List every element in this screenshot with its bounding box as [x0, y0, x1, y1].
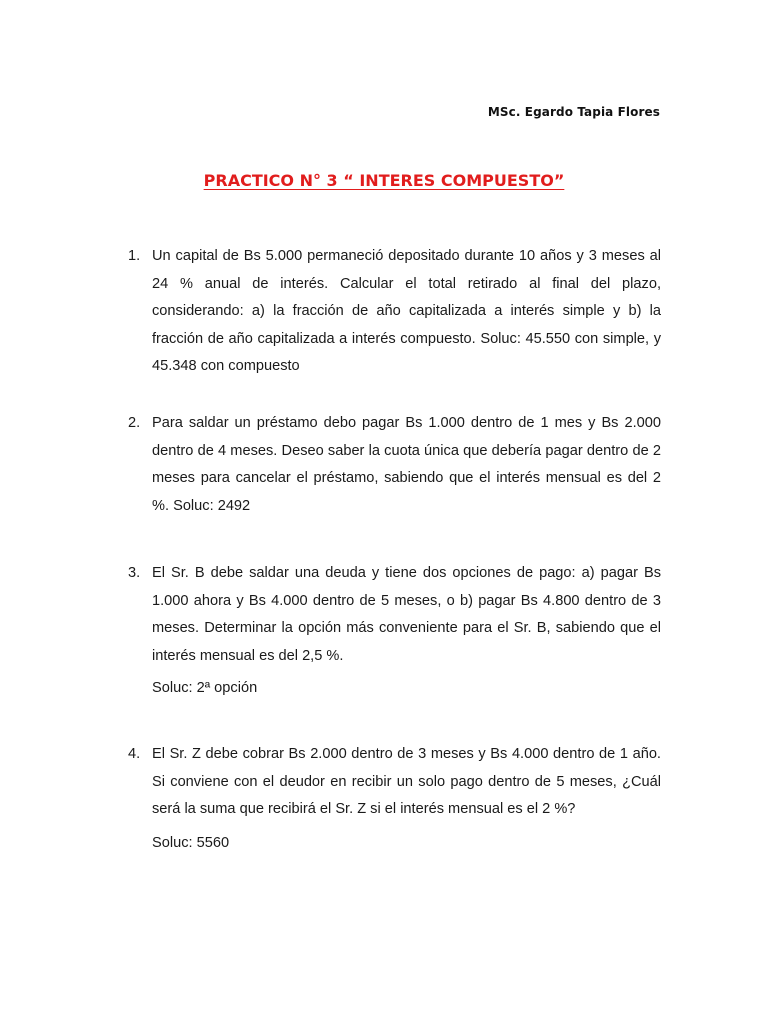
problem-4-solution: Soluc: 5560	[152, 835, 230, 851]
problem-3	[128, 560, 661, 670]
problem-text: El Sr. B debe saldar una deuda y tiene dos opciones de pago: a) pagar Bs 1.000 ahora y Bs 4.000 dentro de 5 meses, o b) pagar Bs 4.800 dentro de 3 meses. Determinar la opción más conveniente para el Sr. B, sabiendo que el interés mensual es del 2,5 %.	[152, 565, 661, 664]
problem-number: 3.	[128, 565, 141, 581]
author-line: MSc. Egardo Tapia Flores	[487, 105, 660, 119]
problem-4	[128, 741, 661, 824]
problem-2	[128, 410, 661, 520]
problem-number: 2.	[128, 415, 141, 431]
problem-1	[128, 243, 661, 381]
page-title: PRACTICO N° 3 “ INTERES COMPUESTO”	[203, 171, 565, 190]
problem-text: El Sr. Z debe cobrar Bs 2.000 dentro de 3 meses y Bs 4.000 dentro de 1 año. Si conviene con el deudor en recibir un solo pago dentro de 5 meses, ¿Cuál será la suma que recibirá el Sr. Z si el interés mensual es el 2 %?	[152, 746, 661, 817]
problem-number: 4.	[128, 746, 141, 762]
problem-text: Para saldar un préstamo debo pagar Bs 1.000 dentro de 1 mes y Bs 2.000 dentro de 4 meses. Deseo saber la cuota única que debería pagar dentro de 2 meses para cancelar el préstamo, sabiendo que el interés mensual es del 2 %. Soluc: 2492	[152, 415, 661, 514]
problem-text: Un capital de Bs 5.000 permaneció depositado durante 10 años y 3 meses al 24 % anual de interés. Calcular el total retirado al final del plazo, considerando: a) la fracción de año capitalizada a interés simple y b) la fracción de año capitalizada a interés compuesto. Soluc: 45.550 con simple, y 45.348 con compuesto	[152, 248, 661, 374]
problem-number: 1.	[128, 248, 141, 264]
problem-3-solution: Soluc: 2ª opción	[152, 680, 258, 696]
